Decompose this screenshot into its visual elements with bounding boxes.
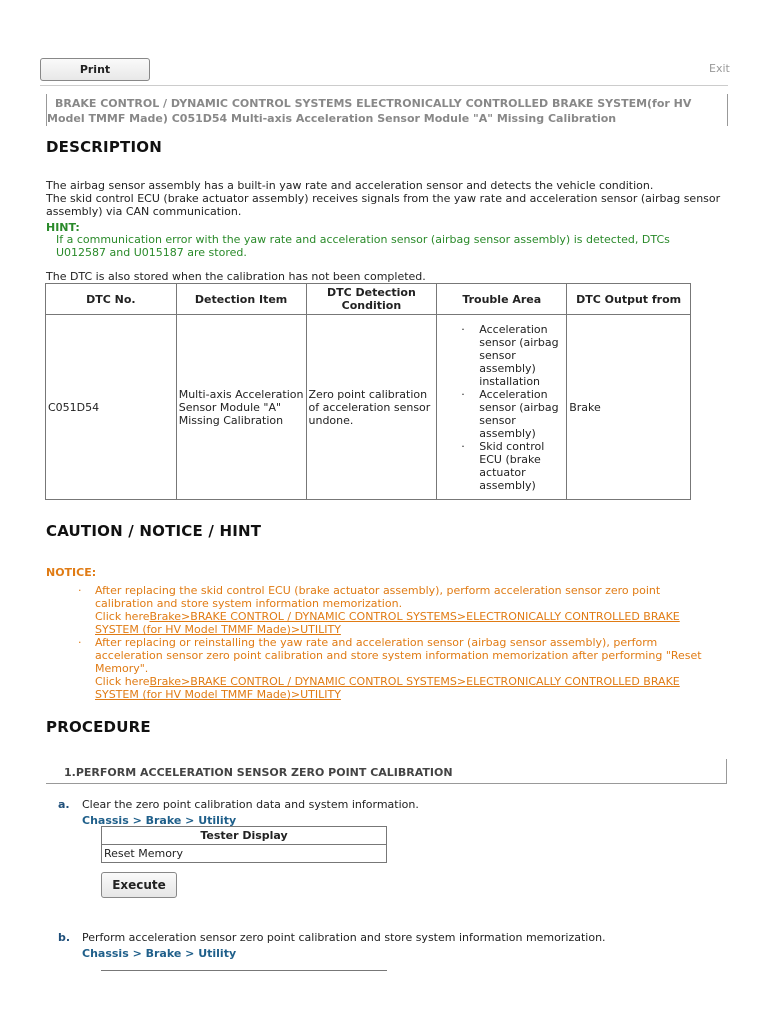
print-button[interactable]: Print [40, 58, 150, 81]
substep-label: b. [58, 931, 71, 944]
bullet-icon: · [78, 584, 82, 597]
detection-condition-cell: Zero point calibration of acceleration sensor undone. [306, 315, 437, 500]
notice-text: After replacing or reinstalling the yaw rate and acceleration sensor (airbag sensor assembly), perform acceleration sensor zero point calibration and store system information memorization after performing "Reset Memory". [95, 636, 702, 675]
substep-label: a. [58, 798, 70, 811]
table-row [102, 845, 387, 863]
dtc-table-header: Trouble Area [437, 284, 567, 315]
notice-item [46, 584, 716, 636]
list-item: · Acceleration sensor (airbag sensor assembly) [443, 388, 564, 440]
menu-path: Chassis > Brake > Utility [82, 814, 237, 827]
dtc-output-cell: Brake [567, 315, 691, 500]
tester-display-value: Reset Memory [102, 845, 387, 863]
table-top-border [101, 970, 387, 971]
dtc-table-header-row [46, 284, 691, 315]
utility-link[interactable]: Brake>BRAKE CONTROL / DYNAMIC CONTROL SYSTEMS>ELECTRONICALLY CONTROLLED BRAKE SYSTEM (for HV Model TMMF Made)>UTILITY [95, 675, 680, 701]
click-here-text: Click here [95, 610, 150, 623]
dtc-table-header: DTC Detection Condition [306, 284, 437, 315]
dtc-number-cell: C051D54 [46, 315, 177, 500]
dtc-note: The DTC is also stored when the calibration has not been completed. [46, 270, 426, 283]
caution-heading: CAUTION / NOTICE / HINT [46, 522, 262, 540]
bullet-icon: · [78, 636, 82, 649]
substep-instruction: Perform acceleration sensor zero point calibration and store system information memorization. [82, 931, 606, 944]
description-heading: DESCRIPTION [46, 138, 162, 156]
trouble-area-cell [437, 315, 567, 500]
notice-item [46, 636, 716, 701]
tester-display-header: Tester Display [102, 827, 387, 845]
dtc-table-header: Detection Item [176, 284, 306, 315]
breadcrumb: BRAKE CONTROL / DYNAMIC CONTROL SYSTEMS ELECTRONICALLY CONTROLLED BRAKE SYSTEM(for HV Model TMMF Made) C051D54 Multi-axis Acceleration Sensor Module "A" Missing Calibration [47, 97, 692, 125]
exit-link[interactable]: Exit [709, 62, 730, 75]
detection-item-cell: Multi-axis Acceleration Sensor Module "A" Missing Calibration [176, 315, 306, 500]
step-title: 1.PERFORM ACCELERATION SENSOR ZERO POINT CALIBRATION [64, 766, 453, 779]
notice-text: After replacing the skid control ECU (brake actuator assembly), perform acceleration sensor zero point calibration and store system information memorization. [95, 584, 661, 610]
substep-instruction: Clear the zero point calibration data and system information. [82, 798, 419, 811]
substep-text [82, 931, 606, 960]
description-text [46, 179, 736, 218]
description-line-1: The airbag sensor assembly has a built-in yaw rate and acceleration sensor and detects the vehicle condition. [46, 179, 654, 192]
dtc-table-header: DTC Output from [567, 284, 691, 315]
click-here-text: Click here [95, 675, 150, 688]
execute-button[interactable]: Execute [101, 872, 177, 898]
menu-path: Chassis > Brake > Utility [82, 947, 237, 960]
tester-display-table [101, 826, 387, 863]
list-item: · Acceleration sensor (airbag sensor assembly) installation [443, 323, 564, 388]
description-line-2: The skid control ECU (brake actuator assembly) receives signals from the yaw rate and acceleration sensor (airbag sensor assembly) via CAN communication. [46, 192, 721, 218]
dtc-table [45, 283, 691, 500]
substep-text [82, 798, 419, 827]
trouble-area-list [439, 323, 564, 492]
notice-label: NOTICE: [46, 566, 97, 579]
divider [40, 85, 728, 86]
table-row [46, 315, 691, 500]
list-item: · Skid control ECU (brake actuator assembly) [443, 440, 564, 492]
dtc-table-header: DTC No. [46, 284, 177, 315]
utility-link[interactable]: Brake>BRAKE CONTROL / DYNAMIC CONTROL SYSTEMS>ELECTRONICALLY CONTROLLED BRAKE SYSTEM (for HV Model TMMF Made)>UTILITY [95, 610, 680, 636]
procedure-heading: PROCEDURE [46, 718, 151, 736]
table-row [102, 827, 387, 845]
hint-text: If a communication error with the yaw rate and acceleration sensor (airbag sensor assembly) is detected, DTCs U012587 and U015187 are stored. [56, 233, 670, 259]
notice-list [46, 584, 716, 701]
hint-label: HINT: [46, 221, 80, 234]
